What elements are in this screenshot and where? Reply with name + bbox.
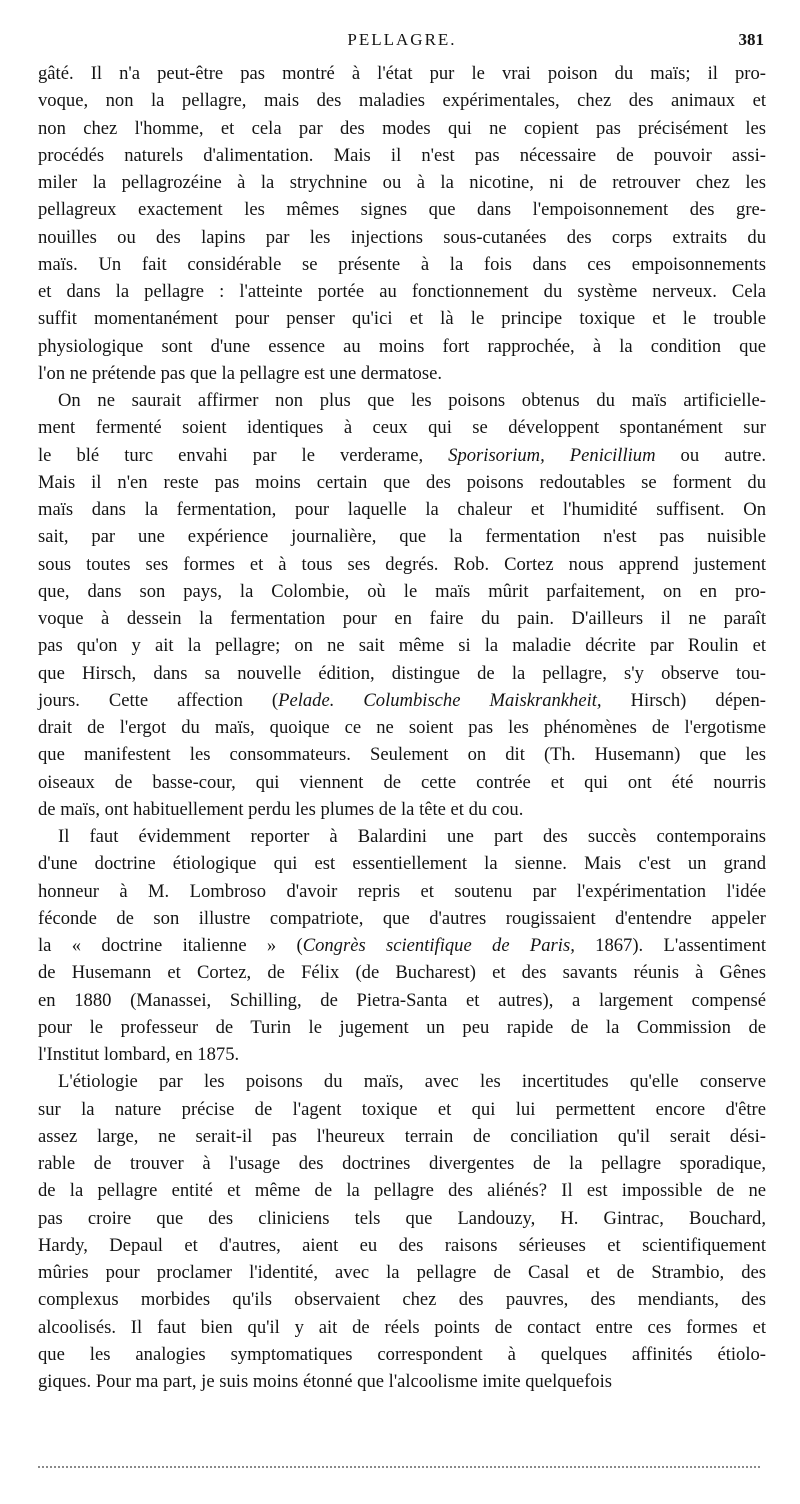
- text-run: ou autre.: [655, 444, 766, 466]
- text-line: [38, 660, 766, 687]
- text-line: [38, 251, 766, 278]
- text-line: [38, 1014, 766, 1041]
- text-line: [38, 605, 766, 632]
- text-run: gâté. Il n'a peut-être pas montré à l'état pur le vrai poison du maïs; il pro-: [38, 63, 766, 84]
- text-run: suffit momentanément pour penser qu'ici et là le principe toxique et le trouble: [38, 308, 766, 330]
- text-run: nouilles ou des lapins par les injections sous-cutanées des corps extraits du: [38, 226, 766, 248]
- text-run: Hardy, Depaul et d'autres, aient eu des raisons sérieuses et scientifiquement: [38, 1234, 766, 1256]
- text-line: [38, 333, 766, 360]
- running-title: PELLAGRE.: [347, 30, 457, 49]
- text-run: 1867). L'assentiment: [574, 935, 766, 956]
- text-run: L'étiologie par les poisons du maïs, avec les incertitudes qu'elle conserve: [58, 1071, 766, 1093]
- text-line: [38, 632, 766, 659]
- text-line: [38, 1259, 766, 1286]
- text-line: [38, 987, 766, 1014]
- text-line: [38, 959, 766, 986]
- text-line: [38, 278, 766, 305]
- text-line: [38, 496, 766, 523]
- text-run: jours. Cette affection (: [38, 689, 279, 711]
- text-run: pellagreux exactement les mêmes signes que dans l'empoisonnement des gre-: [38, 199, 766, 221]
- text-run: sur la nature précise de l'agent toxique et qui lui permettent encore d'être: [38, 1098, 766, 1120]
- text-run: assez large, ne serait-il pas l'heureux terrain de conciliation qu'il serait dési-: [38, 1125, 766, 1147]
- text-line: [38, 714, 766, 741]
- text-line: [38, 1150, 766, 1177]
- text-line: [38, 142, 766, 169]
- text-run: oiseaux de basse-cour, qui viennent de cette contrée et qui ont été nourris: [38, 771, 766, 793]
- text-line: [38, 551, 766, 578]
- text-run: miler la pellagrozéine à la strychnine ou à la nicotine, ni de retrouver chez les: [38, 172, 766, 193]
- text-run: maïs. Un fait considérable se présente à la fois dans ces empoisonnements: [38, 253, 766, 275]
- running-head: [38, 30, 766, 54]
- text-run: d'une doctrine étiologique qui est essentiellement la sienne. Mais c'est un grand: [38, 853, 766, 875]
- text-run: que les analogies symptomatiques correspondent à quelques affinités étiolo-: [38, 1343, 766, 1365]
- text-line: [38, 823, 766, 850]
- bottom-rule: [38, 1466, 760, 1468]
- text-run: pas qu'on y ait la pellagre; on ne sait même si la maladie décrite par Roulin et: [38, 635, 766, 657]
- text-line: [38, 523, 766, 550]
- text-run: voque à dessein la fermentation pour en faire du pain. D'ailleurs il ne paraît: [38, 608, 766, 629]
- text-run: le blé turc envahi par le verderame,: [38, 444, 449, 466]
- text-line: [38, 878, 766, 905]
- text-line: [38, 932, 766, 959]
- text-line: [38, 360, 766, 387]
- text-line: [38, 850, 766, 877]
- text-line: [38, 741, 766, 768]
- text-run: giques. Pour ma part, je suis moins étonné que l'alcoolisme imite quelquefois: [38, 1371, 612, 1392]
- text-line: [38, 442, 766, 469]
- page-number: 381: [738, 30, 764, 49]
- text-run: drait de l'ergot du maïs, quoique ce ne soient pas les phénomènes de l'ergotisme: [38, 717, 766, 738]
- text-line: [38, 224, 766, 251]
- italic-run: Congrès scientifique de Paris,: [302, 935, 575, 956]
- text-line: [38, 905, 766, 932]
- text-run: Hirsch) dépen-: [601, 689, 766, 711]
- text-run: physiologique sont d'une essence au moins fort rapprochée, à la condition que: [38, 335, 766, 357]
- text-run: de Husemann et Cortez, de Félix (de Bucharest) et des savants réunis à Gênes: [38, 962, 766, 984]
- text-line: [38, 1232, 766, 1259]
- text-run: pour le professeur de Turin le jugement un peu rapide de la Commission de: [38, 1016, 766, 1038]
- text-line: [38, 387, 766, 414]
- text-run: honneur à M. Lombroso d'avoir repris et soutenu par l'expérimentation l'idée: [38, 880, 766, 902]
- text-run: non chez l'homme, et cela par des modes qui ne copient pas précisément les: [38, 117, 766, 139]
- text-run: l'on ne prétende pas que la pellagre est une dermatose.: [38, 362, 442, 384]
- text-run: de la pellagre entité et même de la pellagre des aliénés? Il est impossible de ne: [38, 1180, 766, 1202]
- text-line: [38, 1068, 766, 1095]
- text-run: que, dans son pays, la Colombie, où le maïs mûrit parfaitement, on en pro-: [38, 580, 766, 602]
- text-run: la « doctrine italienne » (: [38, 935, 303, 956]
- text-run: Il faut évidemment reporter à Balardini une part des succès contemporains: [58, 826, 766, 847]
- text-line: [38, 1041, 766, 1068]
- text-line: [38, 796, 766, 823]
- text-run: sait, par une expérience journalière, que la fermentation n'est pas nuisible: [38, 526, 766, 548]
- text-run: de maïs, ont habituellement perdu les plumes de la tête et du cou.: [38, 798, 524, 820]
- text-line: [38, 1341, 766, 1368]
- text-run: Mais il n'en reste pas moins certain que des poisons redoutables se forment du: [38, 471, 766, 493]
- text-run: que Hirsch, dans sa nouvelle édition, distingue de la pellagre, s'y observe tou-: [38, 662, 766, 684]
- body-text: [38, 60, 766, 1395]
- text-line: [38, 60, 766, 87]
- text-line: [38, 769, 766, 796]
- text-line: [38, 469, 766, 496]
- text-run: maïs dans la fermentation, pour laquelle la chaleur et l'humidité suffisent. On: [38, 499, 766, 520]
- text-line: [38, 414, 766, 441]
- text-line: [38, 1286, 766, 1313]
- text-line: [38, 196, 766, 223]
- text-run: que manifestent les consommateurs. Seulement on dit (Th. Husemann) que les: [38, 744, 766, 766]
- text-run: procédés naturels d'alimentation. Mais il n'est pas nécessaire de pouvoir assi-: [38, 144, 766, 166]
- text-run: mûries pour proclamer l'identité, avec la pellagre de Casal et de Strambio, des: [38, 1262, 766, 1283]
- text-run: rable de trouver à l'usage des doctrines divergentes de la pellagre sporadique,: [38, 1153, 766, 1174]
- italic-run: Sporisorium, Penicillium: [448, 444, 656, 466]
- text-run: l'Institut lombard, en 1875.: [38, 1044, 240, 1065]
- text-run: complexus morbides qu'ils observaient chez des pauvres, des mendiants, des: [38, 1289, 766, 1311]
- text-line: [38, 1123, 766, 1150]
- text-run: alcoolisés. Il faut bien qu'il y ait de réels points de contact entre ces formes et: [38, 1316, 766, 1338]
- text-line: [38, 169, 766, 196]
- text-run: en 1880 (Manassei, Schilling, de Pietra-Santa et autres), a largement compensé: [38, 989, 766, 1011]
- text-run: pas croire que des cliniciens tels que Landouzy, H. Gintrac, Bouchard,: [38, 1207, 766, 1229]
- text-line: [38, 305, 766, 332]
- text-line: [38, 1368, 766, 1395]
- text-run: voque, non la pellagre, mais des maladies expérimentales, chez des animaux et: [38, 90, 766, 112]
- text-line: [38, 1205, 766, 1232]
- italic-run: Pelade. Columbische Maiskrankheit,: [278, 689, 602, 711]
- text-line: [38, 687, 766, 714]
- text-run: féconde de son illustre compatriote, que d'autres rougissaient d'entendre appeler: [38, 907, 766, 929]
- text-run: On ne saurait affirmer non plus que les poisons obtenus du maïs artificielle-: [58, 390, 766, 411]
- text-line: [38, 115, 766, 142]
- text-run: ment fermenté soient identiques à ceux qui se développent spontanément sur: [38, 417, 766, 439]
- text-run: sous toutes ses formes et à tous ses degrés. Rob. Cortez nous apprend justement: [38, 553, 766, 575]
- text-run: et dans la pellagre : l'atteinte portée au fonctionnement du système nerveux. Cela: [38, 281, 766, 302]
- text-line: [38, 87, 766, 114]
- text-line: [38, 1177, 766, 1204]
- text-line: [38, 1314, 766, 1341]
- text-line: [38, 1096, 766, 1123]
- text-line: [38, 578, 766, 605]
